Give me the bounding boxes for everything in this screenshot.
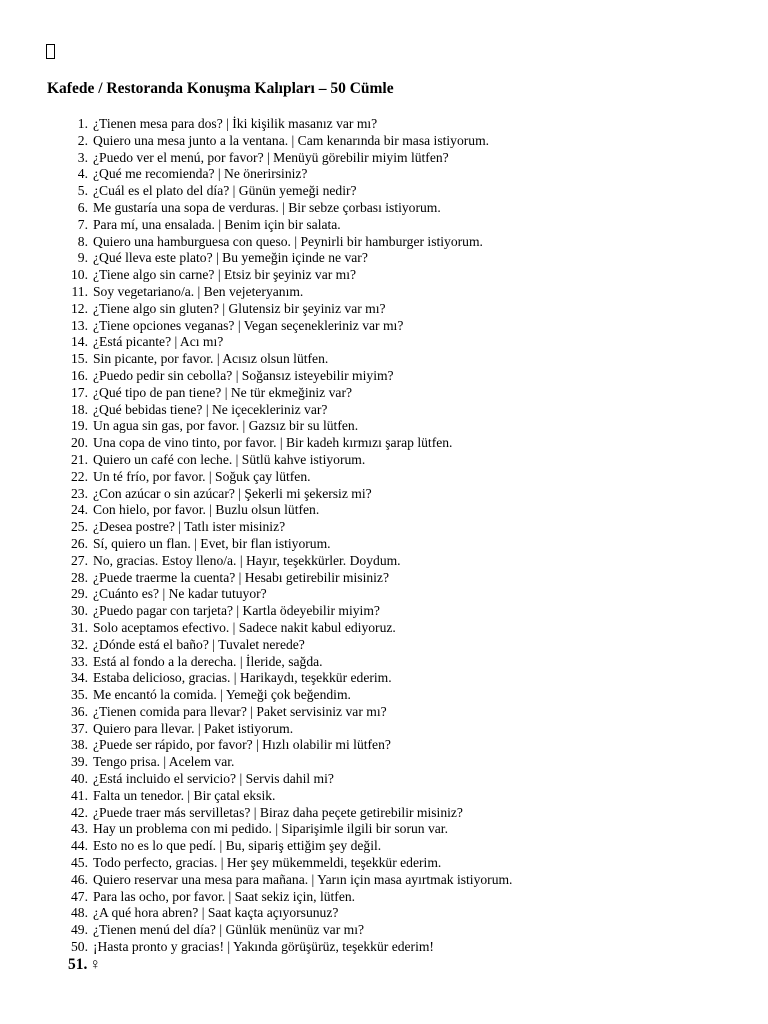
phrase-text: ¿Qué lleva este plato? | Bu yemeğin içinde ne var? xyxy=(93,250,368,266)
phrase-text: Soy vegetariano/a. | Ben vejeteryanım. xyxy=(93,283,304,299)
phrase-number: 49. xyxy=(71,922,88,938)
phrase-text: Un té frío, por favor. | Soğuk çay lütfen. xyxy=(93,468,311,484)
phrase-text: Para mí, una ensalada. | Benim için bir salata. xyxy=(93,216,341,232)
phrase-text: Tengo prisa. | Acelem var. xyxy=(93,754,235,770)
phrase-number: 42. xyxy=(71,804,88,820)
phrase-number: 48. xyxy=(71,905,88,921)
phrase-text: Falta un tenedor. | Bir çatal eksik. xyxy=(93,787,276,803)
phrase-text: Hay un problema con mi pedido. | Siparişimle ilgili bir sorun var. xyxy=(93,821,448,837)
phrase-number: 7. xyxy=(77,216,88,232)
phrase-text: ¿Puedo ver el menú, por favor? | Menüyü görebilir miyim lütfen? xyxy=(93,149,449,165)
phrase-number: 17. xyxy=(71,384,88,400)
phrase-number: 6. xyxy=(77,199,88,215)
phrase-text: Me encantó la comida. | Yemeği çok beğendim. xyxy=(93,687,351,703)
phrase-number: 12. xyxy=(71,300,88,316)
phrase-text: ¿A qué hora abren? | Saat kaçta açıyorsunuz? xyxy=(93,905,339,921)
phrase-number: 41. xyxy=(71,787,88,803)
phrase-text: ¿Cuánto es? | Ne kadar tutuyor? xyxy=(93,586,267,602)
phrase-number: 22. xyxy=(71,468,88,484)
phrase-number: 25. xyxy=(71,519,88,535)
phrase-text: ¿Tiene opciones veganas? | Vegan seçenekleriniz var mı? xyxy=(93,317,404,333)
phrase-text: ¿Dónde está el baño? | Tuvalet nerede? xyxy=(93,636,305,652)
phrase-text: No, gracias. Estoy lleno/a. | Hayır, teşekkürler. Doydum. xyxy=(93,552,401,568)
document-title: Kafede / Restoranda Konuşma Kalıpları – 50 Cümle xyxy=(47,80,394,97)
phrase-text: Quiero una hamburguesa con queso. | Peynirli bir hamburger istiyorum. xyxy=(93,233,483,249)
phrase-text: ¿Desea postre? | Tatlı ister misiniz? xyxy=(93,519,286,535)
phrase-number: 23. xyxy=(71,485,88,501)
phrase-number: 26. xyxy=(71,535,88,551)
phrase-text: ¡Hasta pronto y gracias! | Yakında görüşürüz, teşekkür ederim! xyxy=(93,939,434,955)
phrase-number: 10. xyxy=(71,267,88,283)
phrase-text: Quiero para llevar. | Paket istiyorum. xyxy=(93,720,294,736)
phrase-number: 46. xyxy=(71,871,88,887)
phrase-number: 40. xyxy=(71,771,88,787)
phrase-number: 36. xyxy=(71,703,88,719)
placeholder-glyph-icon xyxy=(46,44,55,59)
phrase-number: 24. xyxy=(71,502,88,518)
phrase-text: ¿Tienen mesa para dos? | İki kişilik masanız var mı? xyxy=(93,116,378,131)
phrase-text: ¿Qué bebidas tiene? | Ne içecekleriniz var? xyxy=(93,401,328,417)
phrase-text: Quiero reservar una mesa para mañana. | Yarın için masa ayırtmak istiyorum. xyxy=(93,871,513,887)
phrase-text: ¿Puede ser rápido, por favor? | Hızlı olabilir mi lütfen? xyxy=(93,737,391,753)
trailing-item xyxy=(68,955,101,975)
phrase-text: Sí, quiero un flan. | Evet, bir flan istiyorum. xyxy=(93,535,331,551)
phrase-number: 11. xyxy=(71,283,88,299)
phrase-number: 33. xyxy=(71,653,88,669)
phrase-text: ¿Está incluido el servicio? | Servis dahil mi? xyxy=(93,771,334,787)
phrase-number: 16. xyxy=(71,367,88,383)
phrase-text: ¿Puedo pagar con tarjeta? | Kartla ödeyebilir miyim? xyxy=(93,603,380,619)
phrase-number: 15. xyxy=(71,351,88,367)
phrase-number: 28. xyxy=(71,569,88,585)
phrase-number: 2. xyxy=(77,132,88,148)
phrase-text: Una copa de vino tinto, por favor. | Bir kadeh kırmızı şarap lütfen. xyxy=(93,435,453,451)
phrase-text: ¿Qué me recomienda? | Ne önerirsiniz? xyxy=(93,166,308,182)
phrase-number: 47. xyxy=(71,888,88,904)
phrase-text: ¿Con azúcar o sin azúcar? | Şekerli mi şekersiz mi? xyxy=(93,485,372,501)
phrase-number: 38. xyxy=(71,737,88,753)
trailing-item-number: 51. xyxy=(68,956,88,973)
phrase-text: ¿Tienen menú del día? | Günlük menünüz var mı? xyxy=(93,922,365,938)
phrase-number: 44. xyxy=(71,838,88,854)
phrase-text: ¿Tiene algo sin carne? | Etsiz bir şeyiniz var mı? xyxy=(93,267,357,283)
phrase-number: 18. xyxy=(71,401,88,417)
phrase-number: 30. xyxy=(71,603,88,619)
phrase-number: 32. xyxy=(71,636,88,652)
phrase-text: ¿Puede traer más servilletas? | Biraz daha peçete getirebilir misiniz? xyxy=(93,804,463,820)
venus-symbol-icon: ♀ xyxy=(89,956,101,973)
phrase-number: 29. xyxy=(71,586,88,602)
phrase-text: Todo perfecto, gracias. | Her şey mükemmeldi, teşekkür ederim. xyxy=(93,855,442,871)
phrase-number: 37. xyxy=(71,720,88,736)
phrase-text: Está al fondo a la derecha. | İleride, sağda. xyxy=(93,653,323,669)
phrase-text: Quiero un café con leche. | Sütlü kahve istiyorum. xyxy=(93,451,366,467)
phrase-number: 13. xyxy=(71,317,88,333)
phrase-text: Estaba delicioso, gracias. | Harikaydı, teşekkür ederim. xyxy=(93,670,392,686)
phrase-text: Con hielo, por favor. | Buzlu olsun lütfen. xyxy=(93,502,320,518)
phrase-text: ¿Tiene algo sin gluten? | Glutensiz bir şeyiniz var mı? xyxy=(93,300,386,316)
phrase-number: 39. xyxy=(71,754,88,770)
phrase-number: 14. xyxy=(71,334,88,350)
phrase-text: Me gustaría una sopa de verduras. | Bir sebze çorbası istiyorum. xyxy=(93,199,441,215)
phrase-text: ¿Cuál es el plato del día? | Günün yemeği nedir? xyxy=(93,183,357,199)
phrase-text: ¿Puedo pedir sin cebolla? | Soğansız isteyebilir miyim? xyxy=(93,367,394,383)
phrase-text: Esto no es lo que pedí. | Bu, sipariş ettiğim şey değil. xyxy=(93,838,382,854)
phrase-number: 20. xyxy=(71,435,88,451)
phrase-number: 21. xyxy=(71,451,88,467)
phrase-number: 27. xyxy=(71,552,88,568)
phrase-text: ¿Qué tipo de pan tiene? | Ne tür ekmeğiniz var? xyxy=(93,384,353,400)
phrase-text: ¿Tienen comida para llevar? | Paket servisiniz var mı? xyxy=(93,703,387,719)
phrase-number: 34. xyxy=(71,670,88,686)
phrase-text: Sin picante, por favor. | Acısız olsun lütfen. xyxy=(93,351,329,367)
phrase-number: 35. xyxy=(71,687,88,703)
phrase-text: ¿Está picante? | Acı mı? xyxy=(93,334,224,350)
phrase-number: 1. xyxy=(77,116,88,131)
phrase-number: 3. xyxy=(77,149,88,165)
phrase-text: Para las ocho, por favor. | Saat sekiz için, lütfen. xyxy=(93,888,356,904)
phrase-number: 8. xyxy=(77,233,88,249)
phrase-number: 50. xyxy=(71,939,88,955)
phrase-text: ¿Puede traerme la cuenta? | Hesabı getirebilir misiniz? xyxy=(93,569,389,585)
phrase-text: Un agua sin gas, por favor. | Gazsız bir su lütfen. xyxy=(93,418,359,434)
phrase-number: 19. xyxy=(71,418,88,434)
phrase-number: 43. xyxy=(71,821,88,837)
phrase-number: 5. xyxy=(77,183,88,199)
phrase-text: Quiero una mesa junto a la ventana. | Cam kenarında bir masa istiyorum. xyxy=(93,132,490,148)
phrase-number: 31. xyxy=(71,619,88,635)
phrase-text: Solo aceptamos efectivo. | Sadece nakit kabul ediyoruz. xyxy=(93,619,396,635)
phrase-number: 4. xyxy=(77,166,88,182)
phrase-number: 45. xyxy=(71,855,88,871)
phrase-number: 9. xyxy=(77,250,88,266)
